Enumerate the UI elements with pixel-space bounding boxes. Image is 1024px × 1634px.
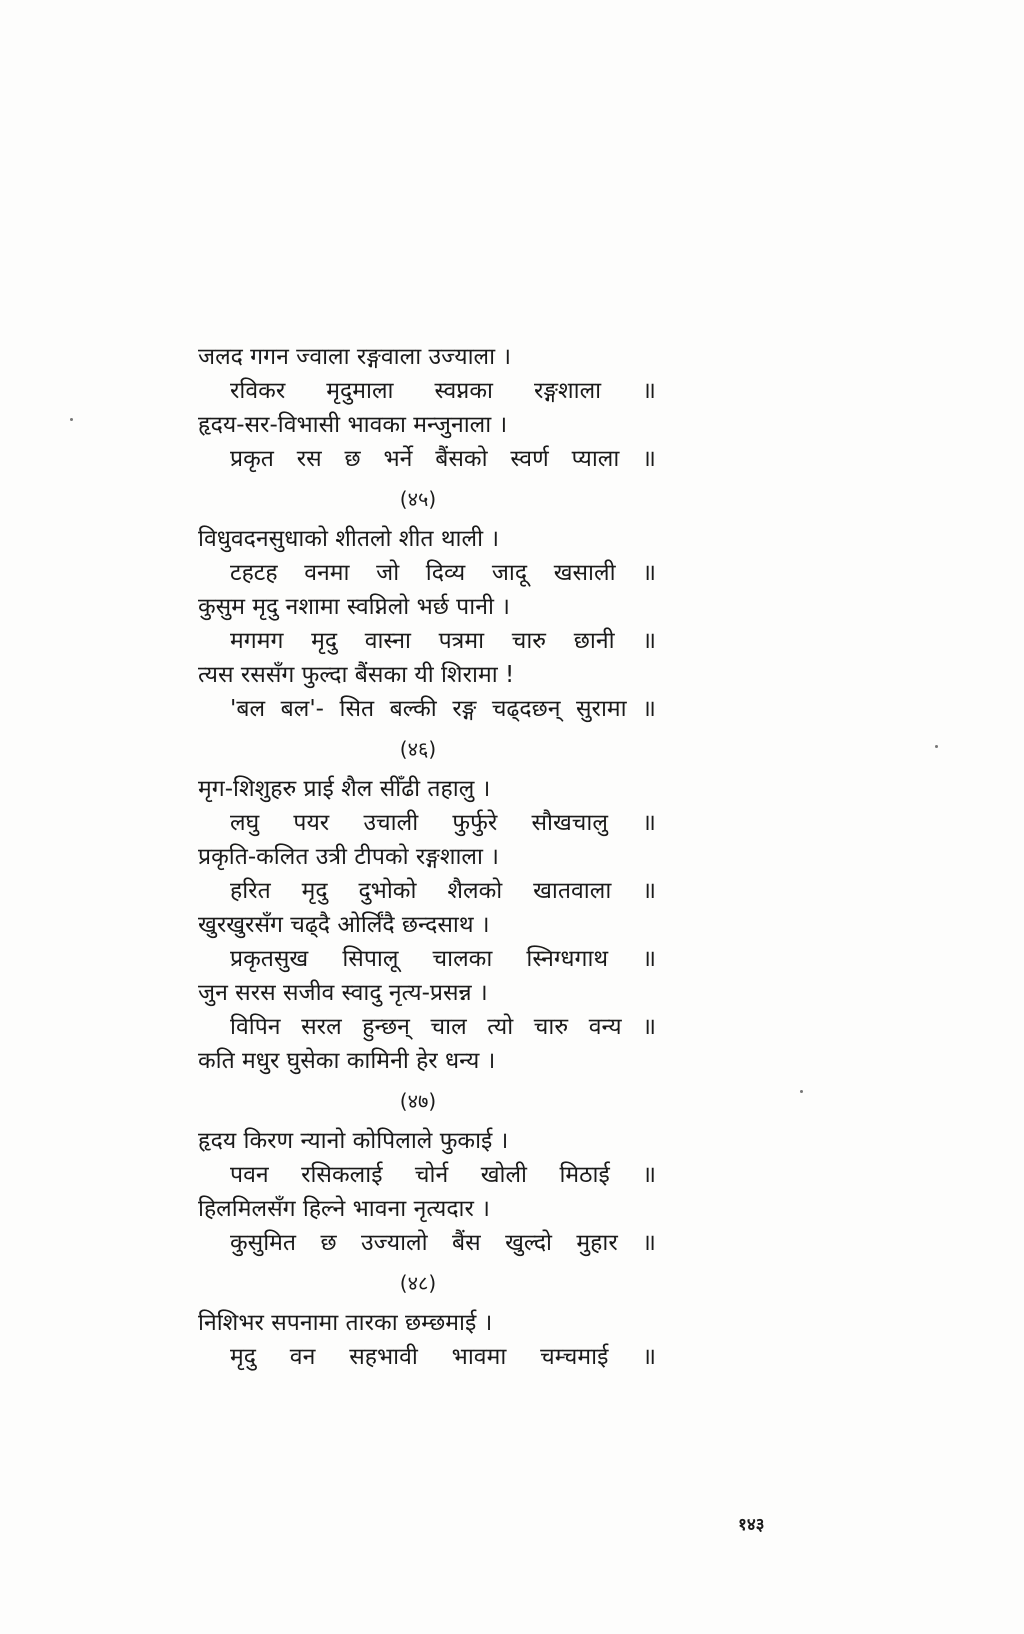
stanza-47	[198, 1124, 668, 1260]
poem-line-indented: प्रकृतसुख सिपालू चालका स्निग्धगाथ ॥	[230, 946, 656, 972]
poem-line: हृदय-सर-विभासी भावका मन्जुनाला ।	[198, 412, 508, 438]
stanza-number-48: (४८)	[399, 1271, 437, 1295]
poem-line-indented: प्रकृत रस छ भर्ने बैंसको स्वर्ण प्याला ॥	[230, 446, 656, 472]
stanza-45	[198, 522, 668, 726]
stanza-number-45: (४५)	[399, 487, 437, 511]
poem-line-indented: लघु पयर उचाली फुर्फुरे सौखचालु ॥	[230, 810, 656, 836]
stanza-number-46: (४६)	[399, 737, 437, 761]
poem-line: मृग-शिशुहरु प्राई शैल सीँढी तहालु ।	[198, 776, 491, 802]
poem-line: हिलमिलसँग हिल्ने भावना नृत्यदार ।	[198, 1196, 490, 1222]
poem-line-indented: मृदु वन सहभावी भावमा चम्चमाई ॥	[230, 1344, 656, 1370]
poem-line: जलद गगन ज्वाला रङ्गवाला उज्याला ।	[198, 344, 512, 370]
poem-line-indented: कुसुमित छ उज्यालो बैंस खुल्दो मुहार ॥	[230, 1230, 656, 1256]
poem-line-indented: टहटह वनमा जो दिव्य जादू खसाली ॥	[230, 560, 656, 586]
poem-line: जुन सरस सजीव स्वादु नृत्य-प्रसन्न ।	[198, 980, 488, 1006]
stanza-48	[198, 1306, 668, 1374]
poem-intro-stanza	[198, 340, 668, 476]
page-number: १४३	[738, 1515, 765, 1535]
poem-body	[198, 340, 668, 1374]
poem-line: विधुवदनसुधाको शीतलो शीत थाली ।	[198, 526, 500, 552]
stanza-number-47: (४७)	[399, 1089, 437, 1113]
poem-line-indented: 'बल बल'- सित बल्की रङ्ग चढ्दछन् सुरामा ॥	[230, 696, 656, 722]
poem-line: निशिभर सपनामा तारका छम्छमाई ।	[198, 1310, 493, 1336]
poem-line: खुरखुरसँग चढ्दै ओर्लिंदै छन्दसाथ ।	[198, 912, 490, 938]
poem-line: प्रकृति-कलित उत्री टीपको रङ्गशाला ।	[198, 844, 500, 870]
poem-line: त्यस रससँग फुल्दा बैंसका यी शिरामा !	[198, 662, 515, 688]
poem-line-indented: हरित मृदु दुभोको शैलको खातवाला ॥	[230, 878, 656, 904]
poem-line: कुसुम मृदु नशामा स्वप्निलो भर्छ पानी ।	[198, 594, 510, 620]
paper-speck	[70, 418, 73, 421]
stanza-46	[198, 772, 668, 1078]
poem-line: हृदय किरण न्यानो कोपिलाले फुकाई ।	[198, 1128, 509, 1154]
paper-speck	[935, 745, 938, 748]
poem-line-indented: मगमग मृदु वास्ना पत्रमा चारु छानी ॥	[230, 628, 656, 654]
poem-line-indented: पवन रसिकलाई चोर्न खोली मिठाई ॥	[230, 1162, 656, 1188]
poem-line-indented: रविकर मृदुमाला स्वप्नका रङ्गशाला ॥	[230, 378, 656, 404]
paper-speck	[800, 1090, 803, 1093]
poem-line-indented: विपिन सरल हुन्छन् चाल त्यो चारु वन्य ॥	[230, 1014, 656, 1040]
poem-line: कति मधुर घुसेका कामिनी हेर धन्य ।	[198, 1048, 496, 1074]
